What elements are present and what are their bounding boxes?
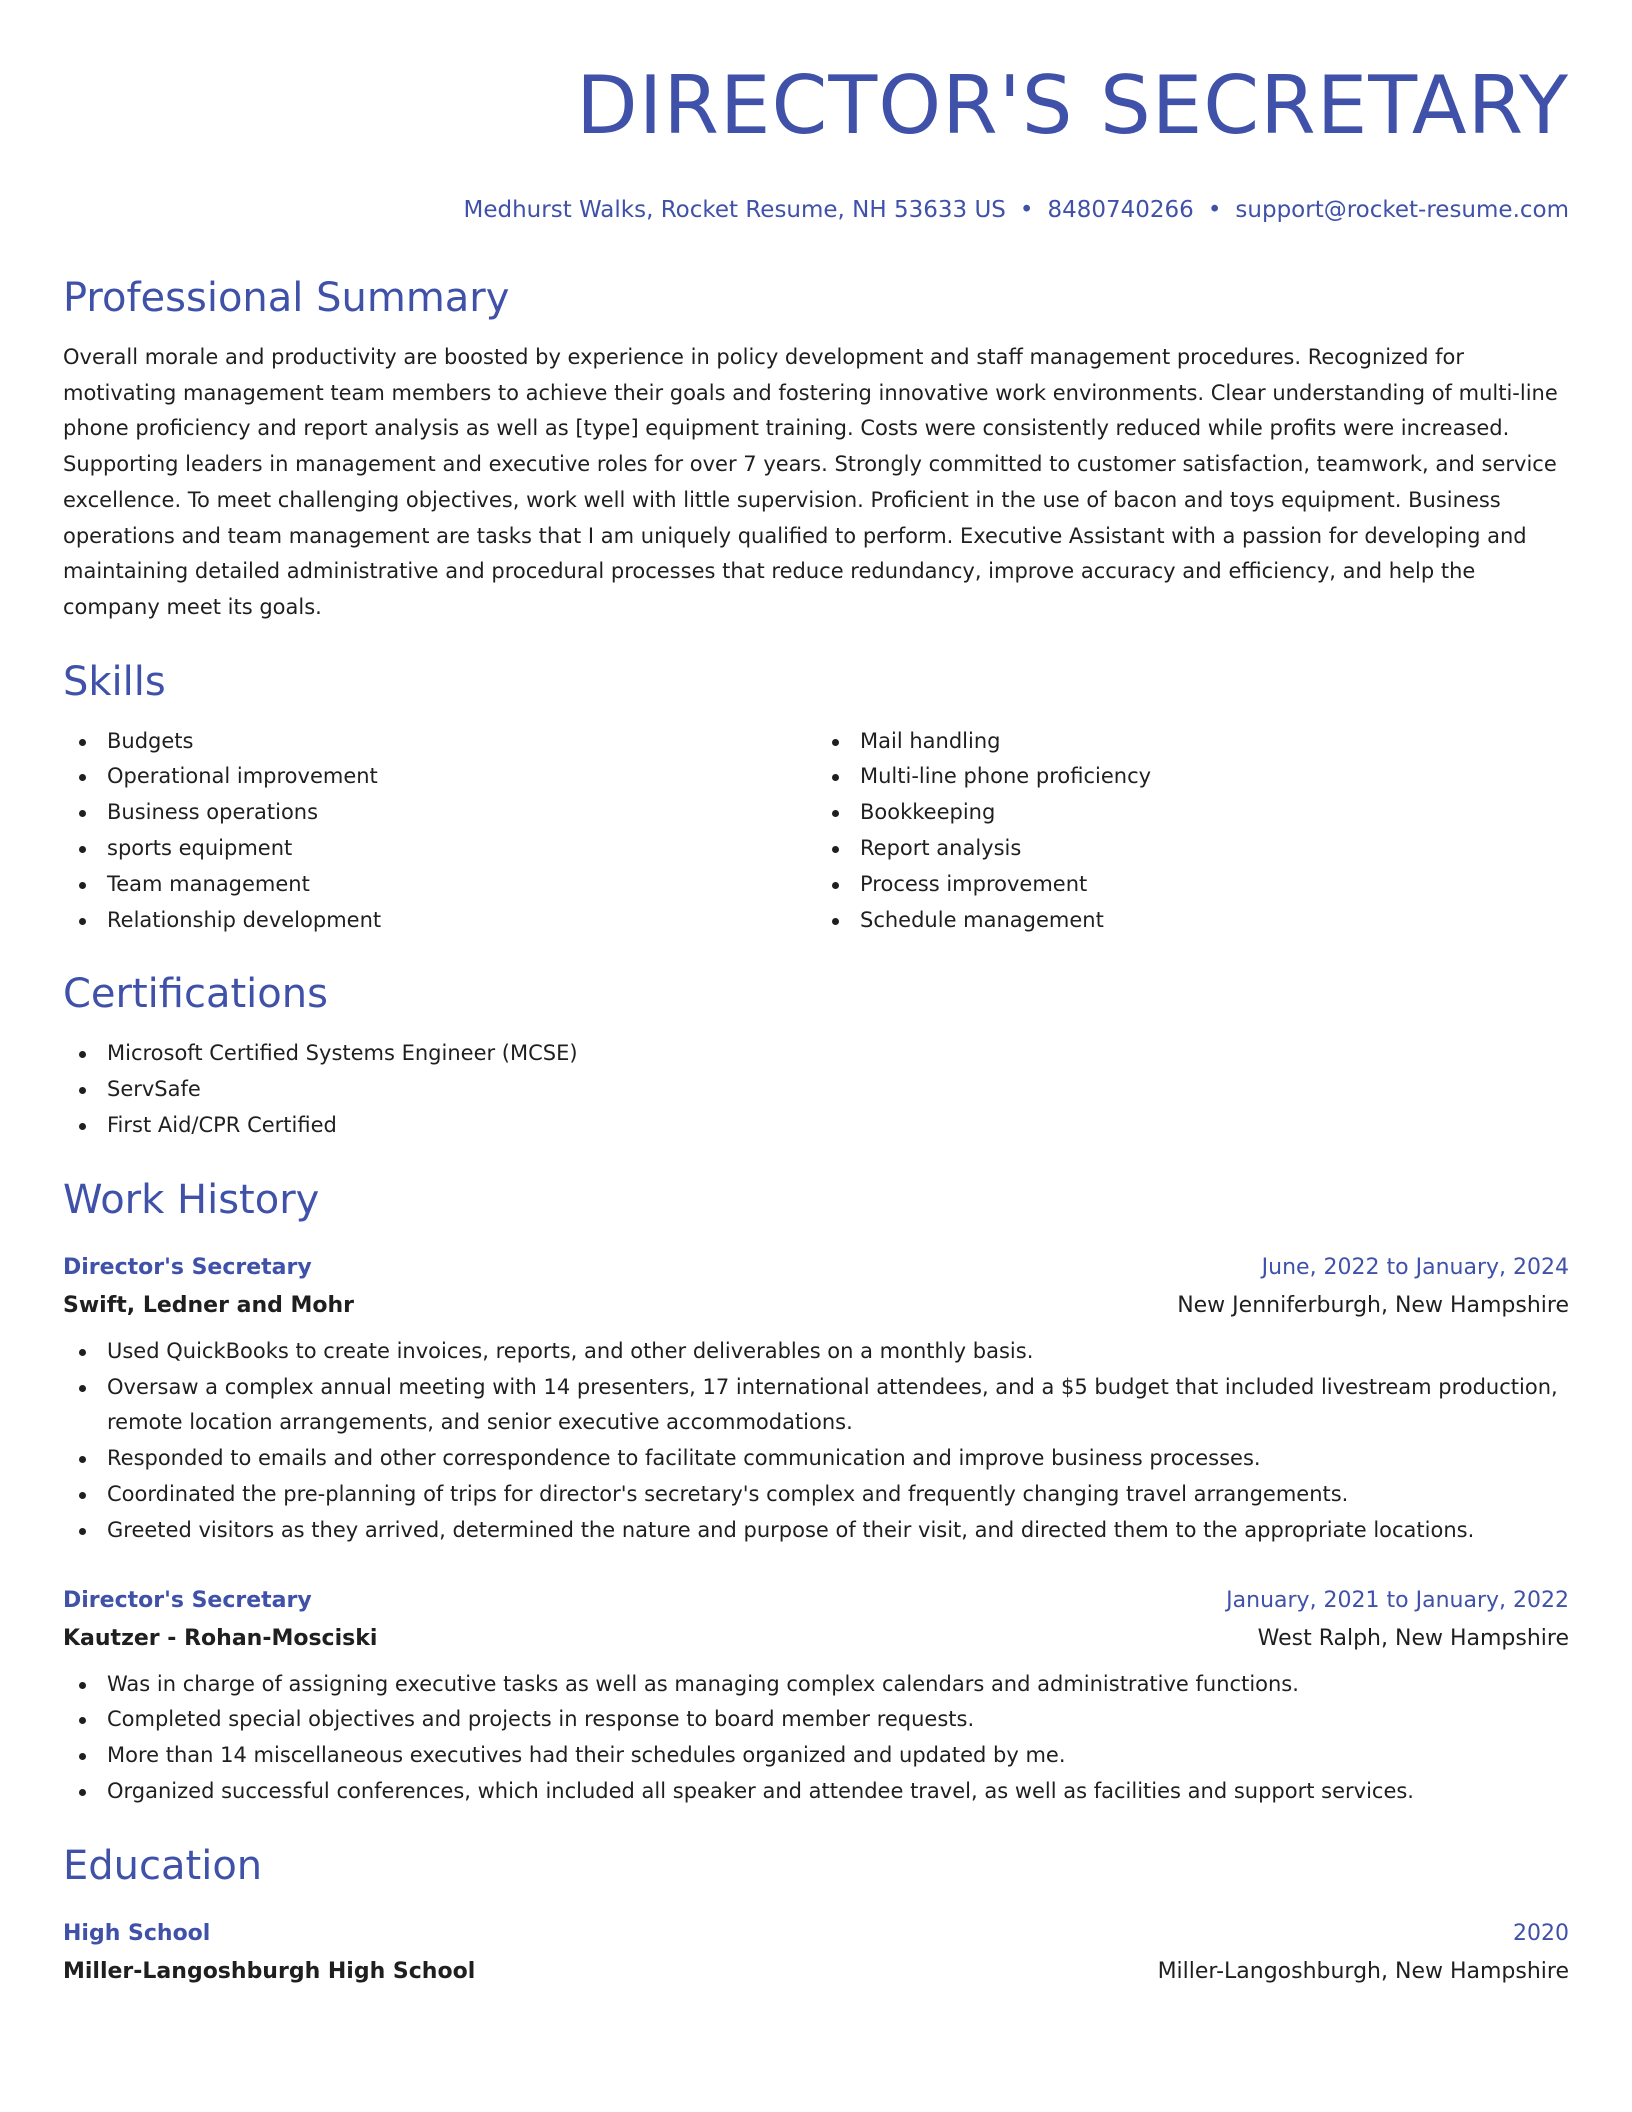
skill-item: Report analysis: [816, 831, 1569, 867]
job-entry: [63, 1250, 1569, 1549]
job-dates: January, 2021 to January, 2022: [1226, 1587, 1569, 1613]
job-entry: [63, 1583, 1569, 1810]
job-location: West Ralph, New Hampshire: [1257, 1625, 1569, 1651]
certification-item: ServSafe: [63, 1072, 1569, 1108]
job-bullet: Completed special objectives and projects in response to board member requests.: [63, 1702, 1569, 1738]
job-header: [63, 1250, 1569, 1286]
job-title: Director's Secretary: [63, 1587, 312, 1613]
job-bullet: Responded to emails and other correspondence to facilitate communication and improve business processes.: [63, 1441, 1569, 1477]
skill-item: sports equipment: [63, 831, 816, 867]
job-subheader: [63, 1286, 1569, 1326]
skill-item: Budgets: [63, 724, 816, 760]
resume-name: DIRECTOR'S SECRETARY: [576, 59, 1569, 152]
education-year: 2020: [1513, 1920, 1569, 1946]
skills-heading: Skills: [63, 658, 166, 705]
contact-line: [63, 194, 1569, 226]
skill-item: Business operations: [63, 795, 816, 831]
education-school: Miller-Langoshburgh High School: [63, 1958, 476, 1984]
contact-email[interactable]: support@rocket-resume.com: [1235, 197, 1569, 223]
work-history-heading: Work History: [63, 1176, 320, 1223]
education-header: [63, 1916, 1569, 1952]
skills-column-left: [63, 724, 816, 939]
summary-heading: Professional Summary: [63, 275, 510, 321]
contact-separator: •: [1019, 197, 1034, 223]
job-bullet: Was in charge of assigning executive tasks as well as managing complex calendars and administrative functions.: [63, 1667, 1569, 1703]
job-title: Director's Secretary: [63, 1254, 312, 1280]
education-subheader: [63, 1952, 1569, 1992]
skill-item: Operational improvement: [63, 759, 816, 795]
job-company: Kautzer - Rohan-Mosciski: [63, 1625, 378, 1651]
job-bullet: Oversaw a complex annual meeting with 14 presenters, 17 international attendees, and a $5 budget that included livestream production, remote location arrangements, and senior executive accommodations.: [63, 1370, 1569, 1442]
certifications-heading: Certifications: [63, 971, 328, 1018]
skill-item: Multi-line phone proficiency: [816, 759, 1569, 795]
job-bullets: [63, 1334, 1569, 1549]
contact-separator: •: [1207, 197, 1222, 223]
job-subheader: [63, 1619, 1569, 1659]
job-company: Swift, Ledner and Mohr: [63, 1292, 355, 1318]
job-bullet: Greeted visitors as they arrived, determined the nature and purpose of their visit, and directed them to the appropriate locations.: [63, 1513, 1569, 1549]
skill-item: Schedule management: [816, 903, 1569, 939]
job-location: New Jenniferburgh, New Hampshire: [1177, 1292, 1569, 1318]
job-bullet: More than 14 miscellaneous executives had their schedules organized and updated by me.: [63, 1738, 1569, 1774]
certification-item: First Aid/CPR Certified: [63, 1108, 1569, 1144]
education-entry: [63, 1916, 1569, 1992]
certification-item: Microsoft Certified Systems Engineer (MCSE): [63, 1036, 1569, 1072]
skill-item: Team management: [63, 867, 816, 903]
skill-item: Bookkeeping: [816, 795, 1569, 831]
summary-text: Overall morale and productivity are boosted by experience in policy development and staff management procedures. Recognized for motivating management team members to achieve their goals and fostering innovative work environments. Clear understanding of multi-line phone proficiency and report analysis as well as [type] equipment training. Costs were consistently reduced while profits were increased. Supporting leaders in management and executive roles for over 7 years. Strongly committed to customer satisfaction, teamwork, and service excellence. To meet challenging objectives, work well with little supervision. Proficient in the use of bacon and toys equipment. Business operations and team management are tasks that I am uniquely qualified to perform. Executive Assistant with a passion for developing and maintaining detailed administrative and procedural processes that reduce redundancy, improve accuracy and efficiency, and help the company meet its goals.: [63, 345, 1558, 619]
job-dates: June, 2022 to January, 2024: [1261, 1254, 1569, 1280]
certifications-list: [63, 1036, 1569, 1143]
job-header: [63, 1583, 1569, 1619]
skill-item: Relationship development: [63, 903, 816, 939]
job-bullet: Coordinated the pre-planning of trips for director's secretary's complex and frequently changing travel arrangements.: [63, 1477, 1569, 1513]
job-bullet: Organized successful conferences, which included all speaker and attendee travel, as well as facilities and support services.: [63, 1774, 1569, 1810]
skills-list: [63, 724, 1569, 939]
job-bullets: [63, 1667, 1569, 1810]
skill-item: Mail handling: [816, 724, 1569, 760]
skill-item: Process improvement: [816, 867, 1569, 903]
contact-address: Medhurst Walks, Rocket Resume, NH 53633 US: [463, 197, 1006, 223]
job-bullet: Used QuickBooks to create invoices, reports, and other deliverables on a monthly basis.: [63, 1334, 1569, 1370]
education-location: Miller-Langoshburgh, New Hampshire: [1157, 1958, 1569, 1984]
skills-column-right: [816, 724, 1569, 939]
contact-phone[interactable]: 8480740266: [1047, 197, 1194, 223]
education-heading: Education: [63, 1842, 263, 1889]
education-degree: High School: [63, 1920, 211, 1946]
